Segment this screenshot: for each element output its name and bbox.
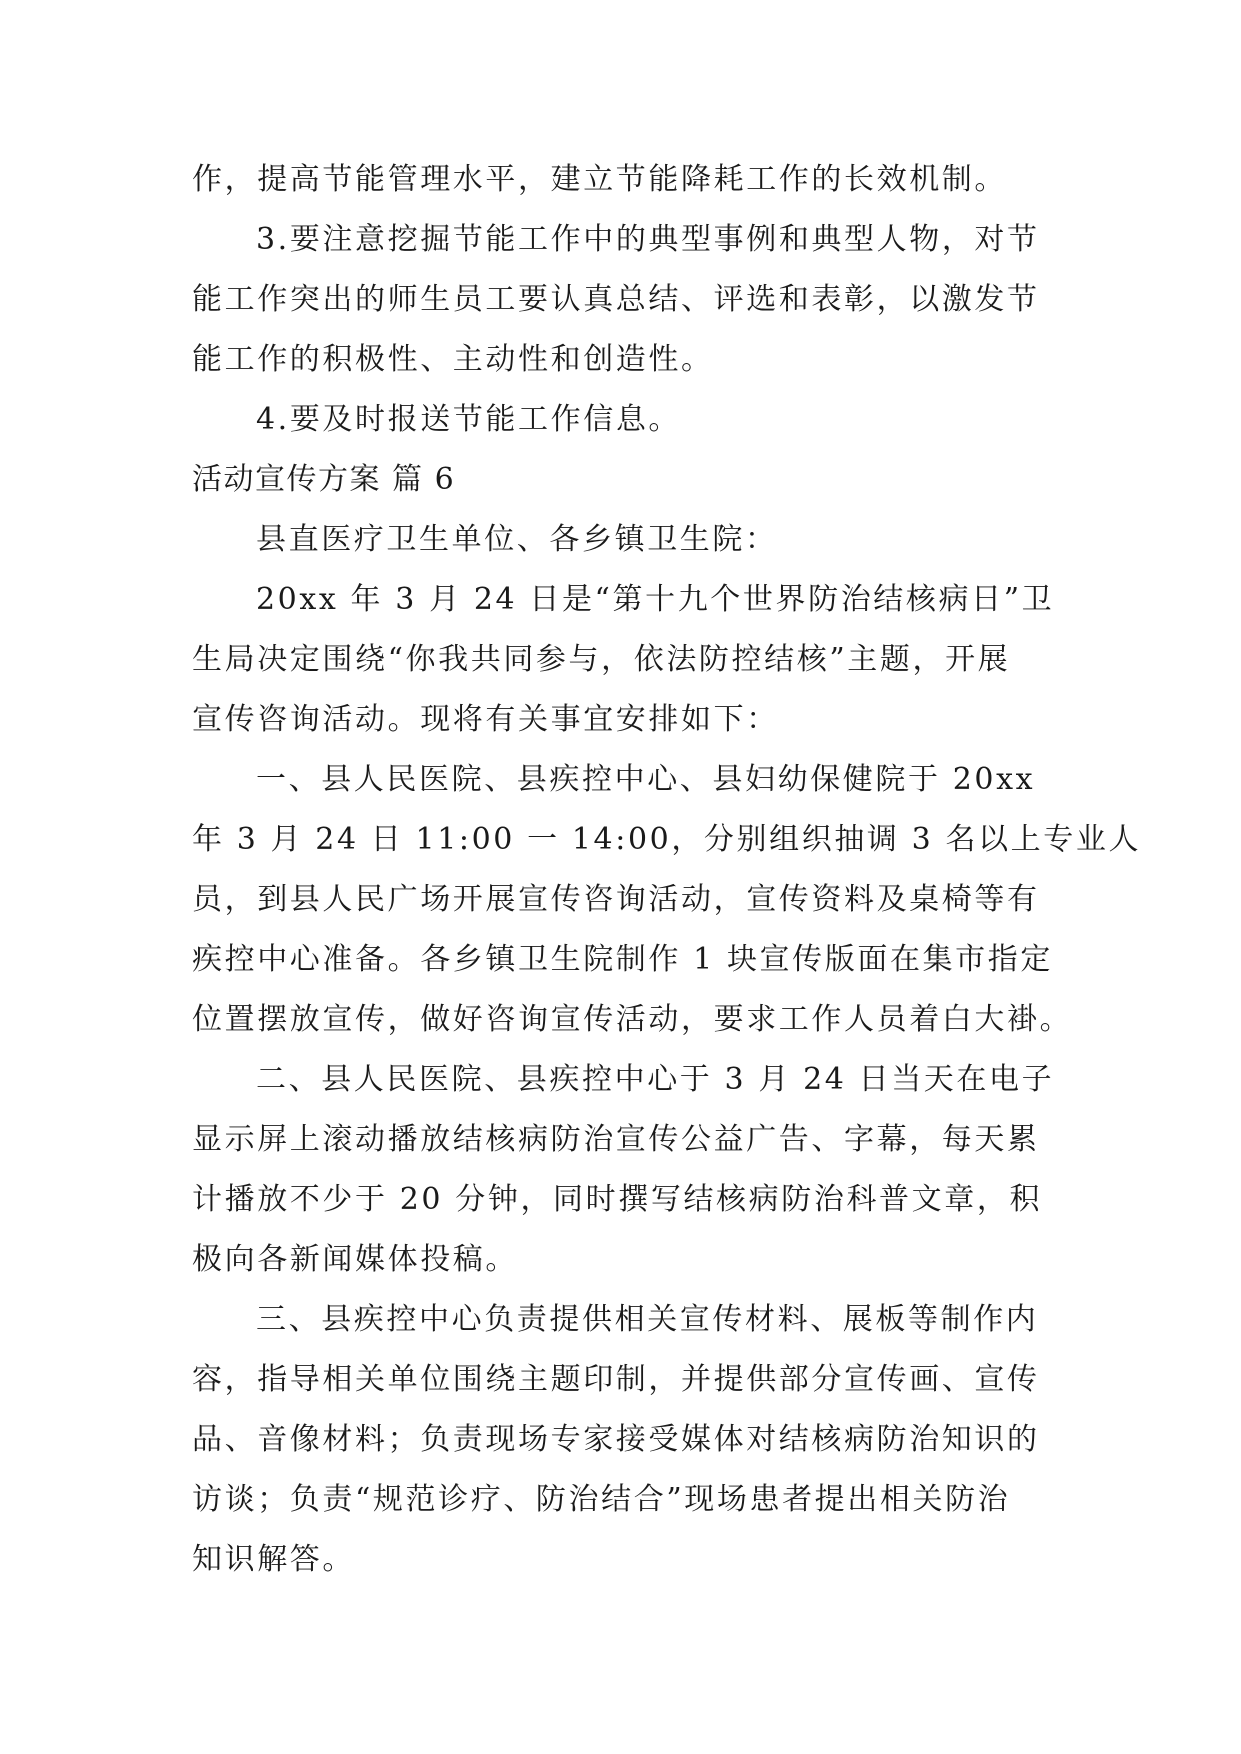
document-page (192, 150, 1142, 1590)
body-text-line: 品、音像材料；负责现场专家接受媒体对结核病防治知识的 (192, 1422, 1040, 1457)
list-item-4: 4.要及时报送节能工作信息。 (256, 402, 682, 437)
body-text-line: 能工作突出的师生员工要认真总结、评选和表彰，以激发节 (192, 282, 1040, 317)
body-text-line: 显示屏上滚动播放结核病防治宣传公益广告、字幕，每天累 (192, 1122, 1040, 1157)
body-text-line: 知识解答。 (192, 1542, 355, 1577)
body-text-line: 员，到县人民广场开展宣传咨询活动，宣传资料及桌椅等有 (192, 882, 1040, 917)
paragraph-item-1: 一、县人民医院、县疾控中心、县妇幼保健院于 20xx (256, 762, 1036, 797)
salutation: 县直医疗卫生单位、各乡镇卫生院： (256, 522, 778, 557)
section-heading: 活动宣传方案 篇 6 (192, 462, 456, 497)
paragraph-item-3: 三、县疾控中心负责提供相关宣传材料、展板等制作内 (256, 1302, 1039, 1337)
paragraph-intro: 20xx 年 3 月 24 日是“第十九个世界防治结核病日”卫 (256, 582, 1055, 617)
body-text-line: 容，指导相关单位围绕主题印制，并提供部分宣传画、宣传 (192, 1362, 1040, 1397)
body-text-line: 访谈；负责“规范诊疗、防治结合”现场患者提出相关防治 (192, 1482, 1011, 1517)
body-text-line: 疾控中心准备。各乡镇卫生院制作 1 块宣传版面在集市指定 (192, 942, 1053, 977)
body-text-line: 作，提高节能管理水平，建立节能降耗工作的长效机制。 (192, 162, 1007, 197)
paragraph-item-2: 二、县人民医院、县疾控中心于 3 月 24 日当天在电子 (256, 1062, 1055, 1097)
body-text-line: 生局决定围绕“你我共同参与，依法防控结核”主题，开展 (192, 642, 1011, 677)
list-item-3: 3.要注意挖掘节能工作中的典型事例和典型人物，对节 (256, 222, 1040, 257)
body-text-line: 计播放不少于 20 分钟，同时撰写结核病防治科普文章，积 (192, 1182, 1043, 1217)
body-text-line: 年 3 月 24 日 11:00 一 14:00，分别组织抽调 3 名以上专业人 (192, 822, 1142, 857)
body-text-line: 宣传咨询活动。现将有关事宜安排如下： (192, 702, 779, 737)
body-text-line: 能工作的积极性、主动性和创造性。 (192, 342, 714, 377)
body-text-line: 位置摆放宣传，做好咨询宣传活动，要求工作人员着白大褂。 (192, 1002, 1073, 1037)
body-text-line: 极向各新闻媒体投稿。 (192, 1242, 518, 1277)
